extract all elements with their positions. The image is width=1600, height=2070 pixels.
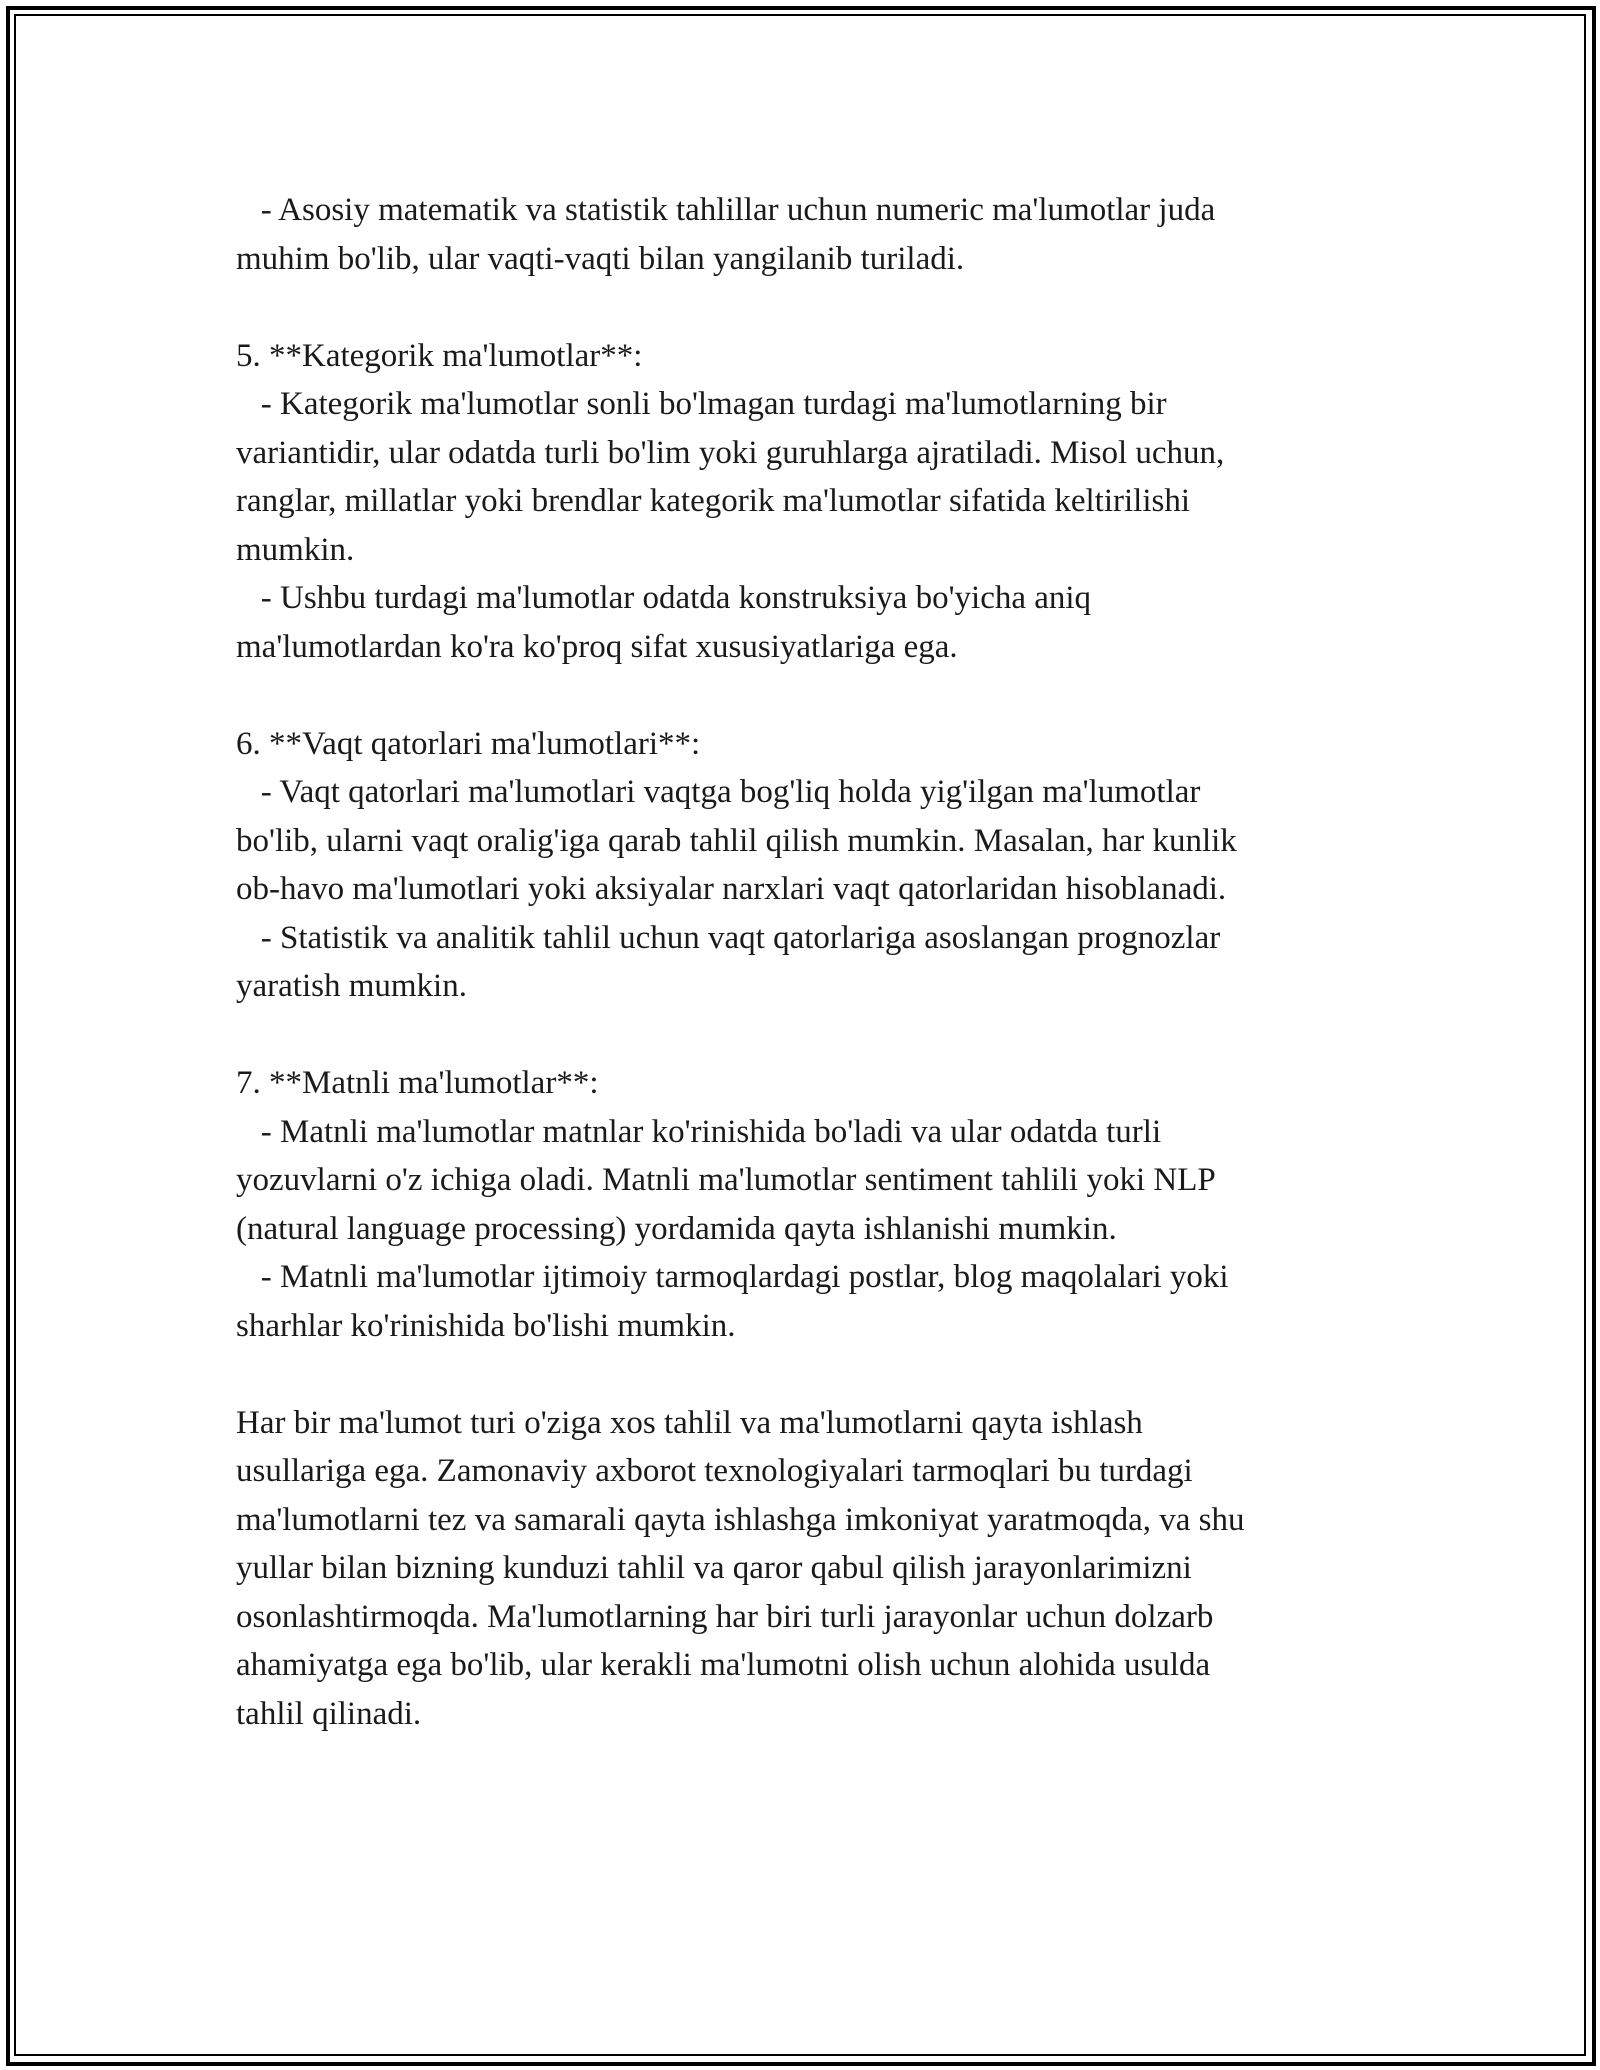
text-line: - Matnli ma'lumotlar matnlar ko'rinishida bo'ladi va ular odatda turli bbox=[236, 1113, 1162, 1150]
text-line: ma'lumotlarni tez va samarali qayta ishlashga imkoniyat yaratmoqda, va shu bbox=[236, 1501, 1245, 1538]
text-line: - Statistik va analitik tahlil uchun vaqt qatorlariga asoslangan prognozlar bbox=[236, 919, 1221, 956]
text-line: bo'lib, ularni vaqt oralig'iga qarab tahlil qilish mumkin. Masalan, har kunlik bbox=[236, 822, 1237, 859]
text-line: 6. **Vaqt qatorlari ma'lumotlari**: bbox=[236, 725, 701, 762]
text-line: - Vaqt qatorlari ma'lumotlari vaqtga bog'liq holda yig'ilgan ma'lumotlar bbox=[236, 774, 1201, 810]
text-line: - Matnli ma'lumotlar ijtimoiy tarmoqlardagi postlar, blog maqolalari yoki bbox=[236, 1259, 1229, 1295]
text-line: variantidir, ular odatda turli bo'lim yoki guruhlarga ajratiladi. Misol uchun, bbox=[236, 434, 1225, 471]
text-line: 5. **Kategorik ma'lumotlar**: bbox=[236, 337, 643, 374]
text-line: ma'lumotlardan ko'ra ko'proq sifat xususiyatlariga ega. bbox=[236, 628, 958, 665]
text-line: yullar bilan bizning kunduzi tahlil va qaror qabul qilish jarayonlarimizni bbox=[236, 1550, 1192, 1586]
text-line: mumkin. bbox=[236, 531, 355, 568]
paragraph-gap bbox=[236, 671, 1376, 720]
paragraph-gap bbox=[236, 1011, 1376, 1060]
text-line: muhim bo'lib, ular vaqti-vaqti bilan yangilanib turiladi. bbox=[236, 240, 965, 277]
paragraph-gap bbox=[236, 283, 1376, 332]
paragraph bbox=[236, 1059, 1376, 1350]
text-line: 7. **Matnli ma'lumotlar**: bbox=[236, 1065, 599, 1101]
paragraph bbox=[236, 720, 1376, 1011]
text-line: Har bir ma'lumot turi o'ziga xos tahlil va ma'lumotlarni qayta ishlash bbox=[236, 1404, 1143, 1441]
text-line: tahlil qilinadi. bbox=[236, 1695, 422, 1732]
text-line: - Kategorik ma'lumotlar sonli bo'lmagan turdagi ma'lumotlarning bir bbox=[236, 386, 1167, 422]
text-line: usullariga ega. Zamonaviy axborot texnologiyalari tarmoqlari bu turdagi bbox=[236, 1453, 1193, 1489]
text-line: yozuvlarni o'z ichiga oladi. Matnli ma'lumotlar sentiment tahlili yoki NLP bbox=[236, 1162, 1216, 1198]
text-line: sharhlar ko'rinishida bo'lishi mumkin. bbox=[236, 1307, 736, 1344]
paragraph bbox=[236, 332, 1376, 672]
text-line: ranglar, millatlar yoki brendlar kategorik ma'lumotlar sifatida keltirilishi bbox=[236, 483, 1191, 519]
document-body bbox=[236, 186, 1376, 1738]
text-line: yaratish mumkin. bbox=[236, 968, 467, 1004]
text-line: (natural language processing) yordamida qayta ishlanishi mumkin. bbox=[236, 1210, 1117, 1247]
text-line: - Ushbu turdagi ma'lumotlar odatda konstruksiya bo'yicha aniq bbox=[236, 580, 1092, 616]
paragraph-gap bbox=[236, 1350, 1376, 1399]
text-line: - Asosiy matematik va statistik tahlillar uchun numeric ma'lumotlar juda bbox=[236, 192, 1216, 228]
text-line: ahamiyatga ega bo'lib, ular kerakli ma'lumotni olish uchun alohida usulda bbox=[236, 1647, 1211, 1683]
paragraph bbox=[236, 1399, 1376, 1739]
paragraph bbox=[236, 186, 1376, 283]
text-line: ob-havo ma'lumotlari yoki aksiyalar narxlari vaqt qatorlaridan hisoblanadi. bbox=[236, 871, 1227, 907]
text-line: osonlashtirmoqda. Ma'lumotlarning har biri turli jarayonlar uchun dolzarb bbox=[236, 1598, 1214, 1635]
